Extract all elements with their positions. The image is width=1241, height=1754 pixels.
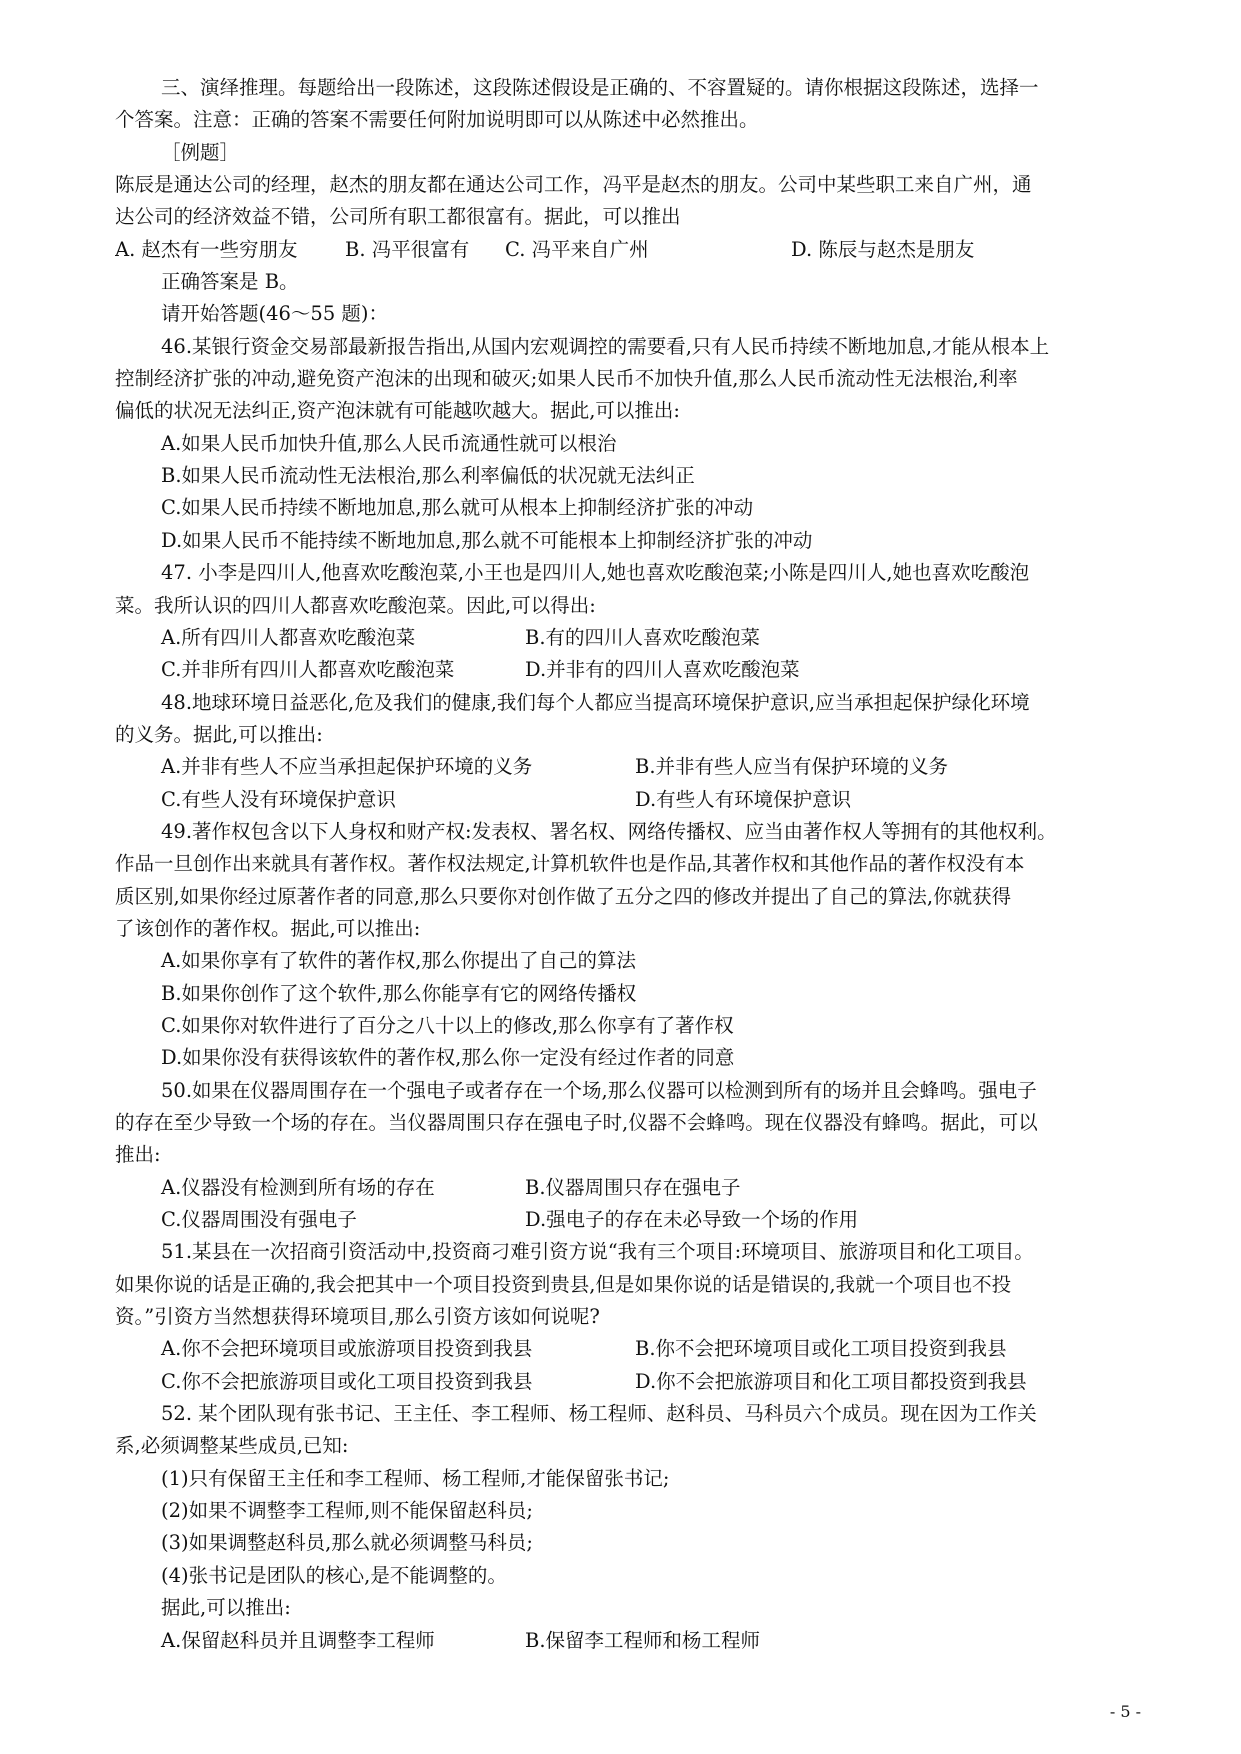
question-48-text: 48.地球环境日益恶化,危及我们的健康,我们每个人都应当提高环境保护意识,应当承担起保护绿化环境 xyxy=(161,690,1030,714)
section-heading-line: 个答案。注意：正确的答案不需要任何附加说明即可以从陈述中必然推出。 xyxy=(115,108,759,132)
question-52-option-a: A.保留赵科员并且调整李工程师 xyxy=(161,1628,435,1652)
question-47-options-row xyxy=(115,622,1145,654)
question-50-text: 的存在至少导致一个场的存在。当仪器周围只存在强电子时,仪器不会蜂鸣。现在仪器没有蜂鸣。据此，可以 xyxy=(115,1111,1038,1134)
question-47-option-b: B.有的四川人喜欢吃酸泡菜 xyxy=(525,625,761,649)
question-47-options-row xyxy=(115,654,1145,686)
question-48-options-row xyxy=(115,784,1145,816)
question-50-option-b: B.仪器周围只存在强电子 xyxy=(525,1175,741,1199)
example-label: ［例题］ xyxy=(161,140,240,164)
question-47-option-d: D.并非有的四川人喜欢吃酸泡菜 xyxy=(525,658,800,682)
example-option-a: A. 赵杰有一些穷朋友 xyxy=(115,237,298,261)
question-49-option-c: C.如果你对软件进行了百分之八十以上的修改,那么你享有了著作权 xyxy=(161,1013,734,1037)
question-52-conclude: 据此,可以推出: xyxy=(161,1596,291,1620)
question-46-option-a: A.如果人民币加快升值,那么人民币流通性就可以根治 xyxy=(161,431,617,455)
question-49-option-a: A.如果你享有了软件的著作权,那么你提出了自己的算法 xyxy=(161,949,636,973)
example-option-b: B. 冯平很富有 xyxy=(345,237,470,261)
question-51-option-d: D.你不会把旅游项目和化工项目都投资到我县 xyxy=(635,1369,1027,1393)
question-52-text: 52. 某个团队现有张书记、王主任、李工程师、杨工程师、赵科员、马科员六个成员。现在因为工作关 xyxy=(161,1402,1037,1426)
question-46-text: 46.某银行资金交易部最新报告指出,从国内宏观调控的需要看,只有人民币持续不断地加息,才能从根本上 xyxy=(161,334,1050,358)
question-52-option-b: B.保留李工程师和杨工程师 xyxy=(525,1628,761,1652)
question-50-options-row xyxy=(115,1172,1145,1204)
example-text-line: 达公司的经济效益不错，公司所有职工都很富有。据此，可以推出 xyxy=(115,205,681,229)
question-49-option-d: D.如果你没有获得该软件的著作权,那么你一定没有经过作者的同意 xyxy=(161,1046,735,1070)
start-prompt: 请开始答题(46～55 题)： xyxy=(161,302,389,326)
question-52-text: 系,必须调整某些成员,已知: xyxy=(115,1434,349,1458)
question-51-text: 资。”引资方当然想获得环境项目,那么引资方该如何说呢? xyxy=(115,1305,600,1329)
question-48-text: 的义务。据此,可以推出: xyxy=(115,722,323,746)
question-51-text: 如果你说的话是正确的,我会把其中一个项目投资到贵县,但是如果你说的话是错误的,我就一个项目也不投 xyxy=(115,1272,1012,1296)
example-answer: 正确答案是 B。 xyxy=(161,270,299,294)
question-51-text: 51.某县在一次招商引资活动中,投资商刁难引资方说“我有三个项目:环境项目、旅游项目和化工项目。 xyxy=(161,1240,1034,1264)
question-52-options-row xyxy=(115,1625,1145,1657)
question-49-option-b: B.如果你创作了这个软件,那么你能享有它的网络传播权 xyxy=(161,981,637,1005)
question-47-option-c: C.并非所有四川人都喜欢吃酸泡菜 xyxy=(161,658,455,682)
question-50-options-row xyxy=(115,1204,1145,1236)
question-46-option-b: B.如果人民币流动性无法根治,那么利率偏低的状况就无法纠正 xyxy=(161,464,695,488)
question-49-text: 了该创作的著作权。据此,可以推出: xyxy=(115,916,421,940)
question-47-text: 菜。我所认识的四川人都喜欢吃酸泡菜。因此,可以得出: xyxy=(115,593,596,617)
question-46-option-d: D.如果人民币不能持续不断地加息,那么就不可能根本上抑制经济扩张的冲动 xyxy=(161,528,813,552)
question-52-condition: (2)如果不调整李工程师,则不能保留赵科员; xyxy=(161,1499,533,1523)
question-48-options-row xyxy=(115,751,1145,783)
question-48-option-b: B.并非有些人应当有保护环境的义务 xyxy=(635,755,949,779)
question-50-text: 推出: xyxy=(115,1143,161,1167)
example-option-c: C. 冯平来自广州 xyxy=(505,237,649,261)
question-51-option-a: A.你不会把环境项目或旅游项目投资到我县 xyxy=(161,1337,533,1361)
question-51-options-row xyxy=(115,1333,1145,1365)
question-52-condition: (4)张书记是团队的核心,是不能调整的。 xyxy=(161,1563,507,1587)
question-51-option-b: B.你不会把环境项目或化工项目投资到我县 xyxy=(635,1337,1007,1361)
example-option-d: D. 陈辰与赵杰是朋友 xyxy=(791,237,975,261)
question-50-text: 50.如果在仪器周围存在一个强电子或者存在一个场,那么仪器可以检测到所有的场并且会蜂鸣。强电子 xyxy=(161,1078,1037,1102)
question-49-text: 质区别,如果你经过原著作者的同意,那么只要你对创作做了五分之四的修改并提出了自己的算法,你就获得 xyxy=(115,884,1012,908)
question-47-text: 47. 小李是四川人,他喜欢吃酸泡菜,小王也是四川人,她也喜欢吃酸泡菜;小陈是四川人,她也喜欢吃酸泡 xyxy=(161,561,1030,585)
section-heading-line: 三、演绎推理。每题给出一段陈述，这段陈述假设是正确的、不容置疑的。请你根据这段陈述，选择一 xyxy=(161,76,1039,99)
example-text-line: 陈辰是通达公司的经理，赵杰的朋友都在通达公司工作，冯平是赵杰的朋友。公司中某些职工来自广州，通 xyxy=(115,173,1032,197)
question-50-option-c: C.仪器周围没有强电子 xyxy=(161,1208,357,1232)
question-48-option-a: A.并非有些人不应当承担起保护环境的义务 xyxy=(161,755,533,779)
question-46-text: 控制经济扩张的冲动,避免资产泡沫的出现和破灭;如果人民币不加快升值,那么人民币流动性无法根治,利率 xyxy=(115,367,1018,391)
question-49-text: 49.著作权包含以下人身权和财产权:发表权、署名权、网络传播权、应当由著作权人等拥有的其他权利。 xyxy=(161,819,1057,843)
question-50-option-a: A.仪器没有检测到所有场的存在 xyxy=(161,1175,435,1199)
question-51-option-c: C.你不会把旅游项目或化工项目投资到我县 xyxy=(161,1369,533,1393)
question-46-option-c: C.如果人民币持续不断地加息,那么就可从根本上抑制经济扩张的冲动 xyxy=(161,496,754,520)
page-content xyxy=(115,72,1145,1657)
question-52-condition: (1)只有保留王主任和李工程师、杨工程师,才能保留张书记; xyxy=(161,1466,670,1490)
question-51-options-row xyxy=(115,1366,1145,1398)
page-number: - 5 - xyxy=(1109,1702,1141,1721)
question-52-condition: (3)如果调整赵科员,那么就必须调整马科员; xyxy=(161,1531,533,1555)
question-46-text: 偏低的状况无法纠正,资产泡沫就有可能越吹越大。据此,可以推出: xyxy=(115,399,680,423)
question-47-option-a: A.所有四川人都喜欢吃酸泡菜 xyxy=(161,625,416,649)
question-50-option-d: D.强电子的存在未必导致一个场的作用 xyxy=(525,1208,859,1232)
question-49-text: 作品一旦创作出来就具有著作权。著作权法规定,计算机软件也是作品,其著作权和其他作品的著作权没有本 xyxy=(115,852,1025,876)
example-options xyxy=(115,234,1145,266)
question-48-option-c: C.有些人没有环境保护意识 xyxy=(161,787,396,811)
question-48-option-d: D.有些人有环境保护意识 xyxy=(635,787,852,811)
